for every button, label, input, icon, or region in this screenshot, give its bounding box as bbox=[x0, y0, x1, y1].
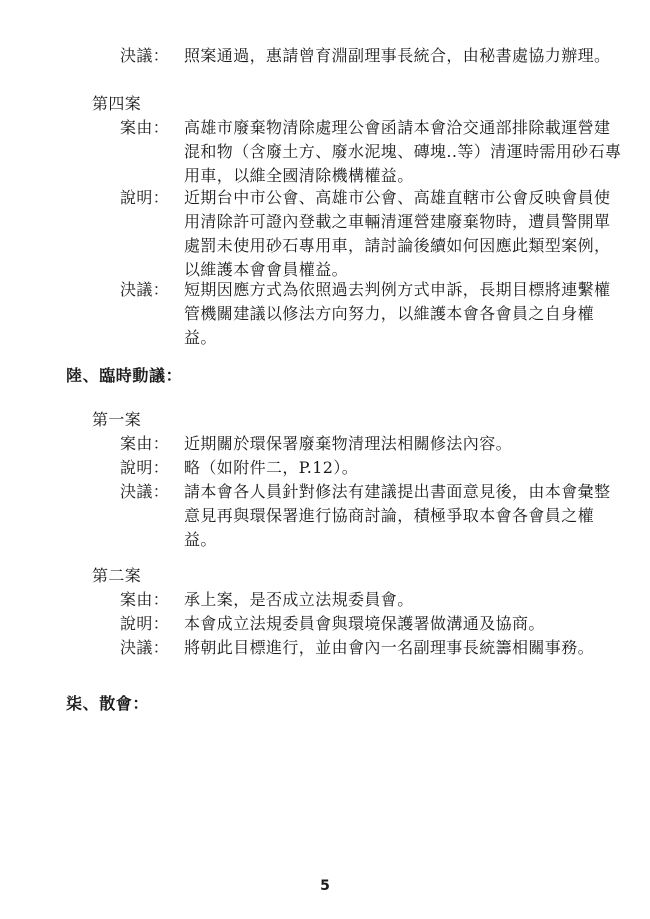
resolution-label: 決議： bbox=[120, 638, 170, 657]
cause-text: 高雄市廢棄物清除處理公會函請本會洽交通部排除載運營建混和物（含廢土方、廢水泥塊、磚塊..等）清運時需用砂石專用車，以維全國清除機構權益。 bbox=[184, 118, 622, 185]
explanation-label: 說明： bbox=[120, 458, 170, 477]
cause-label: 案由： bbox=[120, 434, 170, 453]
resolution-text: 照案通過，惠請曾育淵副理事長統合，由秘書處協力辦理。 bbox=[184, 46, 611, 65]
motion-explanation bbox=[120, 456, 622, 480]
section-heading-adjournment: 柒、散會： bbox=[66, 694, 150, 713]
resolution-label: 決議： bbox=[120, 280, 170, 299]
motion-title: 第一案 bbox=[92, 410, 142, 429]
cause-label: 案由： bbox=[120, 590, 170, 609]
cause-text: 近期關於環保署廢棄物清理法相關修法內容。 bbox=[184, 434, 513, 453]
explanation-label: 說明： bbox=[120, 614, 170, 633]
case-cause bbox=[120, 116, 622, 188]
cause-label: 案由： bbox=[120, 118, 170, 137]
case-title: 第四案 bbox=[92, 94, 142, 113]
motion-resolution bbox=[120, 636, 622, 660]
motion-explanation bbox=[120, 612, 622, 636]
motion-cause bbox=[120, 432, 622, 456]
explanation-text: 本會成立法規委員會與環境保護署做溝通及協商。 bbox=[184, 614, 545, 633]
resolution-text: 短期因應方式為依照過去判例方式申訴，長期目標將連繫權管機關建議以修法方向努力，以維護本會各會員之自身權益。 bbox=[184, 280, 611, 347]
explanation-text: 近期台中市公會、高雄市公會、高雄直轄市公會反映會員使用清除許可證內登載之車輛清運營建廢棄物時，遭員警開單處罰未使用砂石專用車，請討論後續如何因應此類型案例，以維護本會會員權益。 bbox=[184, 188, 611, 279]
motion-title: 第二案 bbox=[92, 566, 142, 585]
cause-text: 承上案，是否成立法規委員會。 bbox=[184, 590, 414, 609]
explanation-text: 略（如附件二，P.12）。 bbox=[184, 458, 359, 477]
resolution-label: 決議： bbox=[120, 482, 170, 501]
resolution-text: 請本會各人員針對修法有建議提出書面意見後，由本會彙整意見再與環保署進行協商討論，積極爭取本會各會員之權益。 bbox=[184, 482, 611, 549]
prev-resolution bbox=[120, 44, 630, 68]
page-number: 5 bbox=[320, 878, 330, 894]
motion-cause bbox=[120, 588, 622, 612]
resolution-text: 將朝此目標進行，並由會內一名副理事長統籌相關事務。 bbox=[184, 638, 595, 657]
resolution-label: 決議： bbox=[120, 46, 170, 65]
section-heading-extempore-motions: 陸、臨時動議： bbox=[66, 366, 183, 385]
case-resolution bbox=[120, 278, 622, 350]
motion-resolution bbox=[120, 480, 622, 552]
explanation-label: 說明： bbox=[120, 188, 170, 207]
case-explanation bbox=[120, 186, 622, 282]
